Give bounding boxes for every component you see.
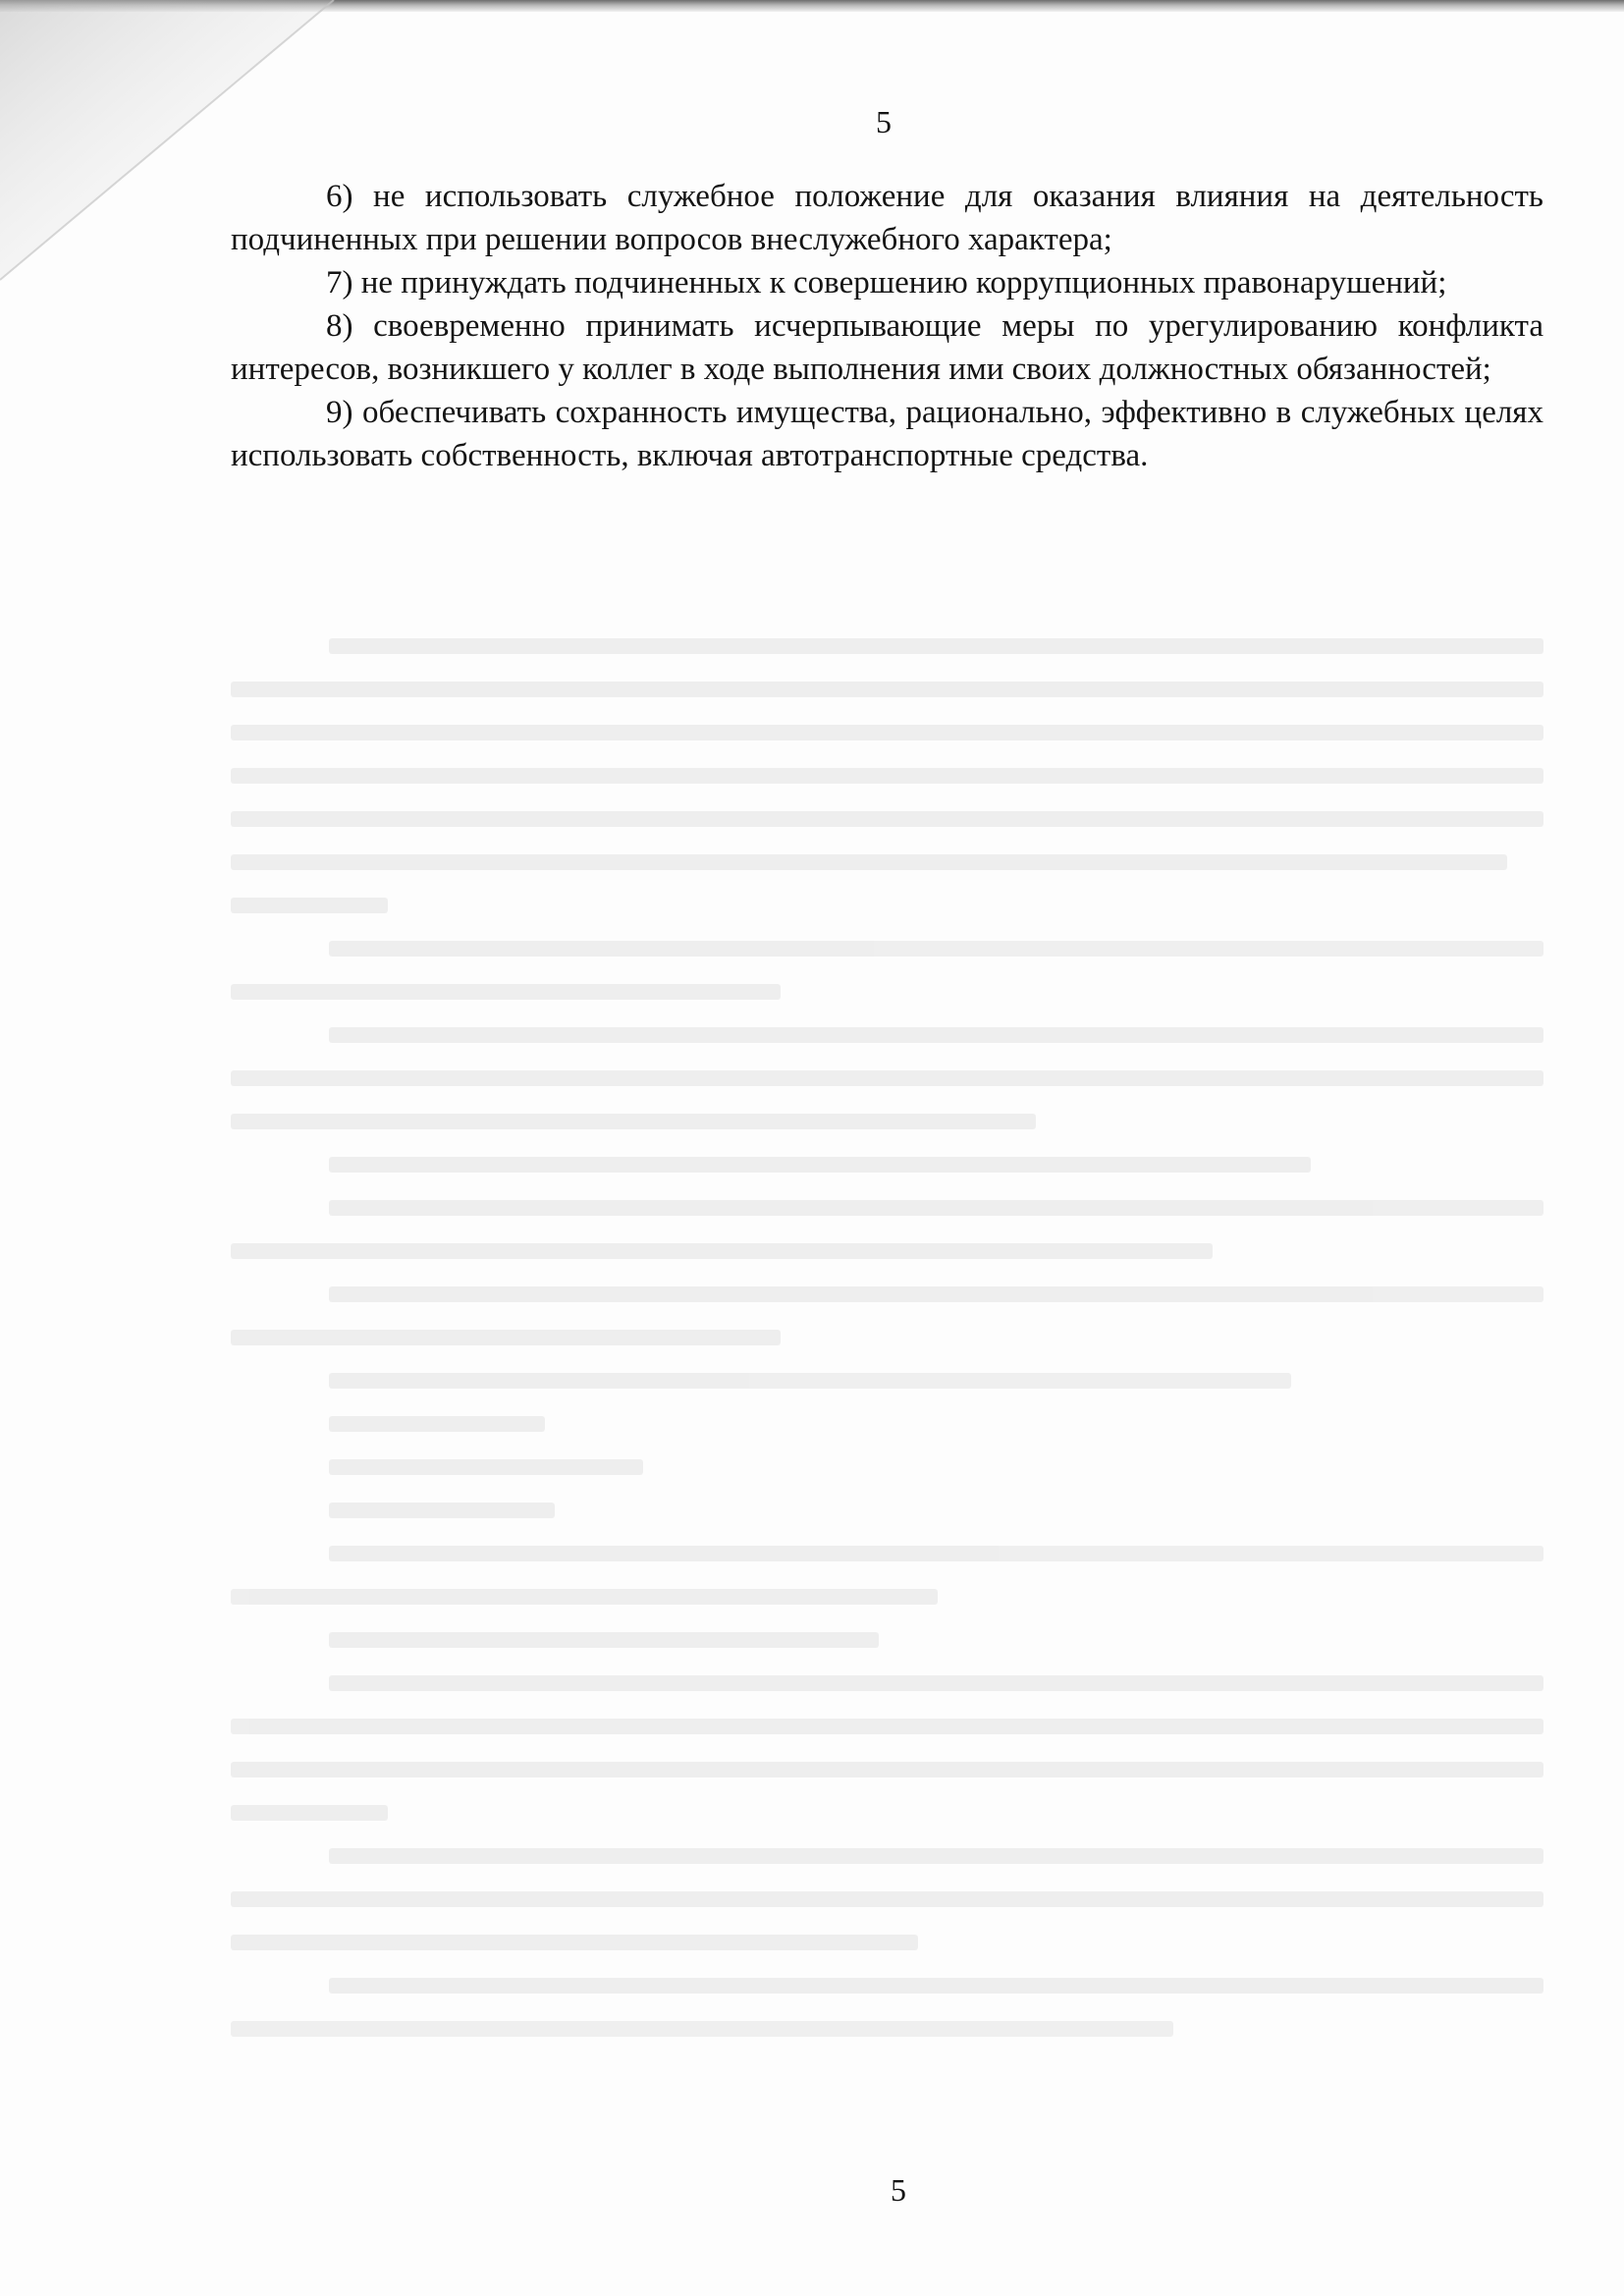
list-item: 9) обеспечивать сохранность имущества, рационально, эффективно в служебных целях использовать собственность, включая автотранспортные средства. [231,395,1543,473]
document-body [231,175,1543,477]
list-item: 7) не принуждать подчиненных к совершению коррупционных правонарушений; [326,265,1447,301]
list-item: 6) не использовать служебное положение для оказания влияния на деятельность подчиненных при решении вопросов внеслужебного характера; [231,179,1543,257]
page-number-bottom: 5 [891,2172,906,2208]
page-number-top: 5 [876,104,892,139]
bleed-through-text [231,629,1543,2082]
list-item: 8) своевременно принимать исчерпывающие меры по урегулированию конфликта интересов, возникшего у коллег в ходе выполнения ими своих должностных обязанностей; [231,308,1543,387]
